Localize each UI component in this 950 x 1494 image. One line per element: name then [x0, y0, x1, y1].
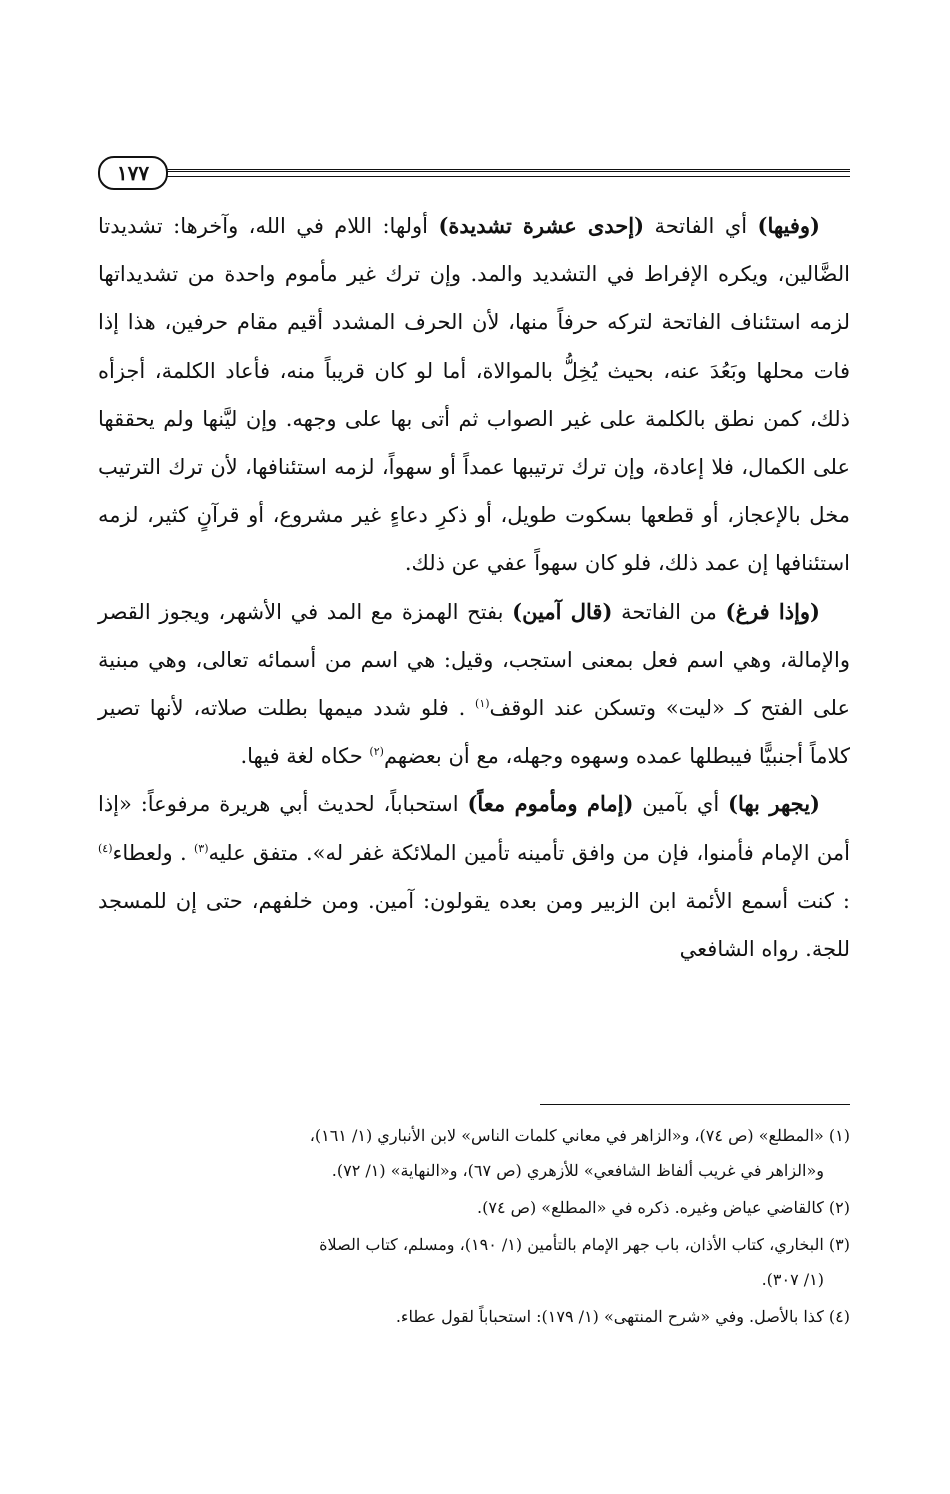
footnotes [98, 1118, 850, 1334]
text-run: أي الفاتحة [644, 214, 758, 238]
paragraph [98, 588, 850, 781]
text-run: . ولعطاء [112, 840, 194, 865]
header-rule [158, 169, 850, 177]
text-run: بفتح الهمزة مع المد في الأشهر، ويجوز القصر والإمالة، وهي اسم فعل بمعنى استجب، وقيل: هي اسم من أسمائه تعالى، وهي مبنية على الفتح كـ «ليت» وتسكن عند الوقف [98, 599, 850, 721]
footnote-3-continued: (١/ ٣٠٧). [761, 1270, 824, 1289]
matn-term: (وفيها) [757, 213, 820, 238]
footnote-1-continued: و«الزاهر في غريب ألفاظ الشافعي» للأزهري (ص ٦٧)، و«النهاية» (١/ ٧٢). [331, 1161, 824, 1180]
text-run: استحباباً، لحديث أبي هريرة مرفوعاً: «إذا أمن الإمام فأمنوا، فإن من وافق تأمينه تأمين الملائكة غفر له». متفق عليه [98, 792, 850, 865]
text-run: حكاه لغة فيها. [240, 744, 370, 769]
footnote-1: (١) «المطلع» (ص ٧٤)، و«الزاهر في معاني كلمات الناس» لابن الأنباري (١/ ١٦١)، [309, 1126, 850, 1145]
footnote-ref[interactable]: (٢) [369, 745, 384, 759]
text-run: من الفاتحة [612, 599, 726, 624]
footnote-separator [540, 1104, 850, 1105]
matn-term: (إمام ومأموم معاً) [467, 791, 634, 817]
page-number: ١٧٧ [98, 156, 168, 190]
text-run: . فلو شدد ميمها بطلت صلاته، لأنها تصير كلاماً أجنبيًّا فيبطلها عمده وسهوه وجهله، مع أن بعضهم [98, 696, 850, 769]
text-run: أولها: اللام في الله، وآخرها: تشديدتا الضَّالين، ويكره الإفراط في التشديد والمد. وإن ترك غير مأموم واحدة من تشديداتها لزمه استئناف الفاتحة لتركه حرفاً منها، لأن الحرف المشدد أقيم مقام حرفين، هذا إذا فات محلها وبَعُدَ عنه، بحيث يُخِلُّ بالموالاة، أما لو كان قريباً منه، فأعاد الكلمة، أجزأه ذلك، كمن نطق بالكلمة على غير الصواب ثم أتى بها على وجهه. وإن ليَّنها ولم يحققها على الكمال، فلا إعادة، وإن ترك ترتيبها عمداً أو سهواً، لزمه استئنافها، لأن ترك الترتيب مخل بالإعجاز، أو قطعها بسكوت طويل، أو ذكرِ دعاءٍ غير مشروع، أو قرآنٍ كثير، لزمه استئنافها إن عمد ذلك، فلو كان سهواً عفي عن ذلك. [98, 214, 850, 576]
page-header [98, 150, 850, 194]
footnote-ref[interactable]: (٣) [194, 841, 209, 855]
matn-term: (وإذا فرغ) [725, 598, 820, 624]
footnote-ref[interactable]: (١) [475, 697, 490, 711]
footnote-ref[interactable]: (٤) [98, 841, 113, 855]
text-run: : كنت أسمع الأئمة ابن الزبير ومن بعده يقولون: آمين. ومن خلفهم، حتى إن للمسجد للجة. رواه الشافعي [98, 888, 850, 962]
footnote-3: (٣) البخاري، كتاب الأذان، باب جهر الإمام بالتأمين (١/ ١٩٠)، ومسلم، كتاب الصلاة [319, 1235, 850, 1254]
matn-term: (قال آمين) [512, 598, 613, 624]
main-text [98, 202, 850, 973]
footnote-2: (٢) كالقاضي عياض وغيره. ذكره في «المطلع» (ص ٧٤). [477, 1198, 850, 1217]
matn-term: (يجهر بها) [728, 791, 820, 817]
paragraph [98, 202, 850, 588]
paragraph [98, 780, 850, 973]
footnote-4: (٤) كذا بالأصل. وفي «شرح المنتهى» (١/ ١٧٩): استحباباً لقول عطاء. [395, 1307, 850, 1326]
text-run: أي بآمين [633, 792, 729, 817]
matn-term: (إحدى عشرة تشديدة) [438, 213, 645, 238]
